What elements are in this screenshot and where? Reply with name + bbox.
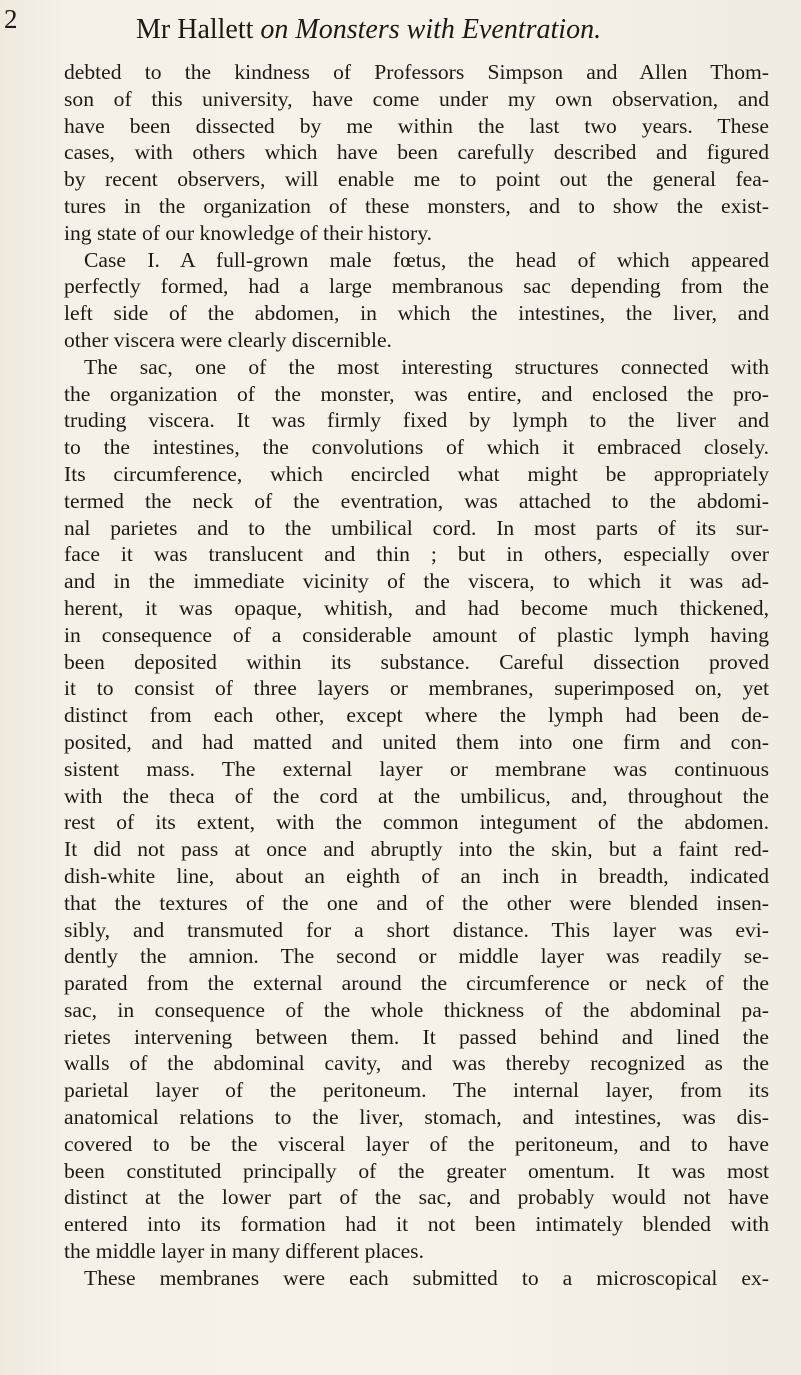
text-line: anatomical relations to the liver, stomach, and intestines, was dis- (64, 1105, 769, 1130)
text-line: walls of the abdominal cavity, and was thereby recognized as the (64, 1051, 769, 1076)
text-line: have been dissected by me within the last two years. These (64, 113, 769, 138)
text-line: It did not pass at once and abruptly into the skin, but a faint red- (64, 837, 769, 862)
text-line: parietal layer of the peritoneum. The internal layer, from its (64, 1078, 769, 1103)
text-line: tures in the organization of these monsters, and to show the exist- (64, 193, 769, 218)
text-line: that the textures of the one and of the other were blended insen- (64, 890, 769, 915)
text-line: been constituted principally of the greater omentum. It was most (64, 1158, 769, 1183)
text-line: with the theca of the cord at the umbilicus, and, throughout the (64, 783, 769, 808)
text-line: cases, with others which have been carefully described and figured (64, 140, 769, 165)
text-line: ing state of our knowledge of their history. (64, 220, 433, 245)
text-line: the organization of the monster, was entire, and enclosed the pro- (64, 381, 769, 406)
text-line: Its circumference, which encircled what might be appropriately (64, 461, 769, 486)
running-head-title: on Monsters with Eventration. (260, 14, 602, 45)
text-line: dish-white line, about an eighth of an inch in breadth, indicated (64, 863, 769, 888)
text-line: sac, in consequence of the whole thickness of the abdominal pa- (64, 997, 769, 1022)
text-line: truding viscera. It was firmly fixed by lymph to the liver and (64, 408, 769, 433)
text-line: termed the neck of the eventration, was attached to the abdomi- (64, 488, 769, 513)
text-line: in consequence of a considerable amount of plastic lymph having (64, 622, 769, 647)
body-text (64, 59, 769, 1292)
text-line: dently the amnion. The second or middle layer was readily se- (64, 944, 769, 969)
text-line: sibly, and transmuted for a short distance. This layer was evi- (64, 917, 769, 942)
text-line: the middle layer in many different places. (64, 1239, 424, 1264)
text-line: parated from the external around the circumference or neck of the (64, 971, 769, 996)
text-line: debted to the kindness of Professors Simpson and Allen Thom- (64, 60, 769, 84)
text-line: Case I. A full-grown male fœtus, the head of which appeared (84, 247, 769, 272)
text-line: herent, it was opaque, whitish, and had become much thickened, (64, 595, 769, 620)
text-line: left side of the abdomen, in which the intestines, the liver, and (64, 301, 769, 326)
text-line: been deposited within its substance. Careful dissection proved (64, 649, 769, 674)
text-line: other viscera were clearly discernible. (64, 327, 392, 352)
text-line: distinct from each other, except where the lymph had been de- (64, 703, 769, 728)
text-line: sistent mass. The external layer or membrane was continuous (64, 756, 769, 781)
text-line: by recent observers, will enable me to point out the general fea- (64, 167, 769, 192)
page-header (0, 4, 801, 46)
running-head (136, 14, 601, 46)
text-line: perfectly formed, had a large membranous sac depending from the (64, 274, 769, 299)
running-head-author: Mr Hallett (136, 14, 254, 45)
text-line: rest of its extent, with the common integument of the abdomen. (64, 810, 769, 835)
text-line: it to consist of three layers or membranes, superimposed on, yet (64, 676, 769, 701)
text-line: The sac, one of the most interesting structures connected with (84, 354, 769, 379)
text-line: nal parietes and to the umbilical cord. In most parts of its sur- (64, 515, 769, 540)
text-line: These membranes were each submitted to a microscopical ex- (84, 1265, 769, 1290)
page-number: 2 (4, 4, 18, 34)
text-line: distinct at the lower part of the sac, and probably would not have (64, 1185, 769, 1210)
text-line: to the intestines, the convolutions of which it embraced closely. (64, 435, 769, 460)
text-line: and in the immediate vicinity of the viscera, to which it was ad- (64, 569, 769, 594)
text-line: covered to be the visceral layer of the peritoneum, and to have (64, 1131, 769, 1156)
text-line: face it was translucent and thin ; but in others, especially over (64, 542, 769, 567)
text-line: posited, and had matted and united them into one firm and con- (64, 729, 769, 754)
text-line: son of this university, have come under my own observation, and (64, 86, 769, 111)
text-line: entered into its formation had it not been intimately blended with (64, 1212, 769, 1237)
text-line: rietes intervening between them. It passed behind and lined the (64, 1024, 769, 1049)
